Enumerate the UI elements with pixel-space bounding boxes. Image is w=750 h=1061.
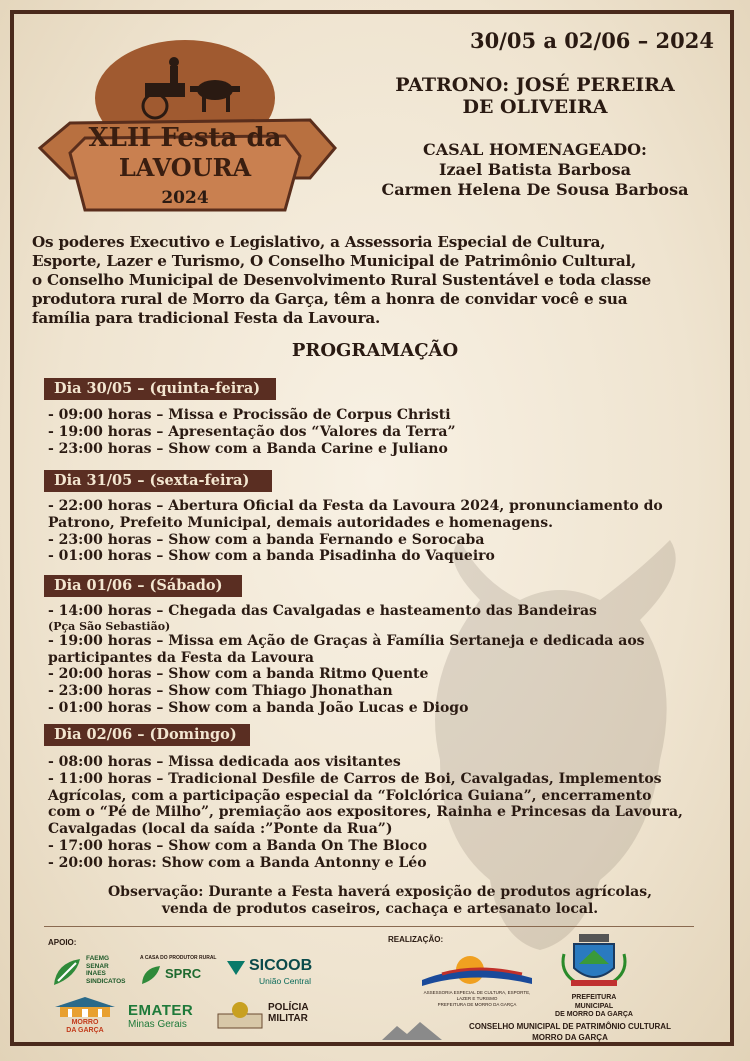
morro-garca-logo <box>50 997 120 1035</box>
schedule-item: - 01:00 horas – Show com a banda Pisadinha do Vaqueiro <box>48 548 495 565</box>
festa-lavoura-logo <box>30 28 340 228</box>
schedule-item: - 23:00 horas – Show com a Banda Carine e Juliano <box>48 440 448 457</box>
sprc-text: SPRC <box>165 966 202 981</box>
conselho-line: MORRO DA GARÇA <box>532 1033 608 1042</box>
patrono-line2: DE OLIVEIRA <box>462 96 608 118</box>
schedule-item: - 14:00 horas – Chegada das Cavalgadas e hasteamento das Bandeiras <box>48 603 597 619</box>
schedule-item: - 23:00 horas – Show com a banda Fernando e Sorocaba <box>48 531 485 548</box>
policia-line: MILITAR <box>268 1013 308 1024</box>
sicoob-icon <box>225 957 247 979</box>
day-header: Dia 02/06 – (Domingo) <box>44 724 250 746</box>
patrono-line1: PATRONO: JOSÉ PEREIRA <box>395 74 675 96</box>
apoio-label: APOIO: <box>48 938 77 947</box>
sun-wave-icon <box>412 950 542 988</box>
casal-homenageado <box>350 140 720 200</box>
casal-title: CASAL HOMENAGEADO: <box>423 140 647 159</box>
day-header: Dia 01/06 – (Sábado) <box>44 575 242 597</box>
schedule-item: com o “Pé de Milho”, premiação aos expositores, Rainha e Princesas da Lavoura, <box>48 804 683 821</box>
day-items <box>48 603 718 717</box>
event-dates: 30/05 a 02/06 – 2024 <box>469 28 714 53</box>
sprc-caption: A CASA DO PRODUTOR RURAL <box>140 955 217 961</box>
schedule-item: Patrono, Prefeito Municipal, demais autoridades e homenagens. <box>48 514 553 531</box>
observacao-line: venda de produtos caseiros, cachaça e artesanato local. <box>161 901 599 917</box>
conselho-mountain-icon <box>382 1020 442 1042</box>
assessoria-line: ASSESSORIA ESPECIAL DE CULTURA, ESPORTE, <box>423 990 531 995</box>
sprc-logo <box>140 955 220 989</box>
schedule-item: - 19:00 horas – Missa em Ação de Graças à Família Sertaneja e dedicada aos <box>48 632 645 649</box>
intro-line: Esporte, Lazer e Turismo, O Conselho Municipal de Patrimônio Cultural, <box>32 252 637 270</box>
morro-line: DA GARÇA <box>66 1026 104 1034</box>
schedule-item: - 11:00 horas – Tradicional Desfile de Carros de Boi, Cavalgadas, Implementos <box>48 770 662 787</box>
day-items <box>48 754 718 872</box>
observacao-line: Observação: Durante a Festa haverá exposição de produtos agrícolas, <box>107 884 652 900</box>
schedule-item: Cavalgadas (local da saída :”Ponte da Rua”) <box>48 821 393 838</box>
schedule-item: - 19:00 horas – Apresentação dos “Valores da Terra” <box>48 423 456 440</box>
intro-paragraph <box>32 233 722 328</box>
casal-name1: Izael Batista Barbosa <box>438 160 631 179</box>
schedule-item: - 01:00 horas – Show com a banda João Lucas e Diogo <box>48 699 469 716</box>
schedule-item: - 17:00 horas – Show com a Banda On The Bloco <box>48 837 428 854</box>
emater-subtext: Minas Gerais <box>128 1019 187 1030</box>
emater-text: EMATER <box>128 1002 194 1019</box>
faemg-line: INAES <box>86 970 106 977</box>
observacao <box>60 884 700 918</box>
schedule-item: - 08:00 horas – Missa dedicada aos visitantes <box>48 754 401 770</box>
realizacao-label: REALIZAÇÃO: <box>388 935 444 944</box>
prefeitura-line: PREFEITURA MUNICIPAL <box>571 994 617 1010</box>
sicoob-subtext: União Central <box>259 976 311 986</box>
assessoria-line: PREFEITURA DE MORRO DA GARÇA <box>437 1002 517 1007</box>
conselho-line: CONSELHO MUNICIPAL DE PATRIMÔNIO CULTURAL <box>469 1022 671 1031</box>
prefeitura-logo <box>552 934 636 1018</box>
patrono <box>350 74 720 118</box>
footer-divider <box>44 926 694 927</box>
schedule-item-note: (Pça São Sebastião) <box>48 619 171 633</box>
policia-militar-logo <box>216 998 326 1034</box>
prefeitura-line: DE MORRO DA GARÇA <box>555 1011 633 1018</box>
schedule-item: - 20:00 horas: Show com a Banda Antonny e Léo <box>48 854 427 871</box>
intro-line: produtora rural de Morro da Garça, têm a honra de convidar você e sua <box>32 290 628 308</box>
schedule-item: participantes da Festa da Lavoura <box>48 649 314 666</box>
morro-line: MORRO <box>71 1019 99 1026</box>
intro-line: Os poderes Executivo e Legislativo, a Assessoria Especial de Cultura, <box>32 233 606 251</box>
conselho-label <box>440 1021 700 1043</box>
faemg-leaf-icon <box>52 957 82 987</box>
day-header: Dia 30/05 – (quinta-feira) <box>44 378 276 400</box>
faemg-logo <box>52 955 132 989</box>
faemg-line: FAEMG <box>86 955 110 962</box>
schedule-item: - 22:00 horas – Abertura Oficial da Festa da Lavoura 2024, pronunciamento do <box>48 498 663 514</box>
schedule-item: - 23:00 horas – Show com Thiago Jhonathan <box>48 683 393 700</box>
books-icon <box>216 1000 264 1030</box>
sicoob-text: SICOOB <box>249 957 313 974</box>
faemg-line: SENAR <box>86 962 109 970</box>
assessoria-line: LAZER E TURISMO <box>456 996 498 1001</box>
assessoria-logo <box>412 950 542 1016</box>
day-header: Dia 31/05 – (sexta-feira) <box>44 470 272 492</box>
intro-line: o Conselho Municipal de Desenvolvimento Rural Sustentável e toda classe <box>32 271 652 289</box>
sprc-leaf-icon <box>140 964 162 986</box>
schedule-item: - 09:00 horas – Missa e Procissão de Corpus Christi <box>48 407 451 423</box>
church-icon <box>50 997 120 1019</box>
emater-logo <box>128 1002 218 1034</box>
day-items <box>48 407 718 457</box>
sicoob-logo <box>225 957 325 991</box>
logo-title-line1: XLII Festa da <box>88 123 282 153</box>
faemg-line: SINDICATOS <box>86 977 126 985</box>
logo-year: 2024 <box>161 188 209 208</box>
casal-name2: Carmen Helena De Sousa Barbosa <box>381 180 689 199</box>
logo-title-line2: LAVOURA <box>118 153 252 182</box>
policia-line: POLÍCIA <box>268 1002 309 1013</box>
intro-line: família para tradicional Festa da Lavoura. <box>32 309 381 327</box>
programacao-title: PROGRAMAÇÃO <box>291 340 459 361</box>
coat-of-arms-icon <box>559 934 629 990</box>
schedule-item: - 20:00 horas – Show com a banda Ritmo Quente <box>48 666 429 683</box>
schedule-item: Agrícolas, com a participação especial da “Folclórica Guiana”, encerramento <box>48 787 652 804</box>
day-items <box>48 498 718 565</box>
